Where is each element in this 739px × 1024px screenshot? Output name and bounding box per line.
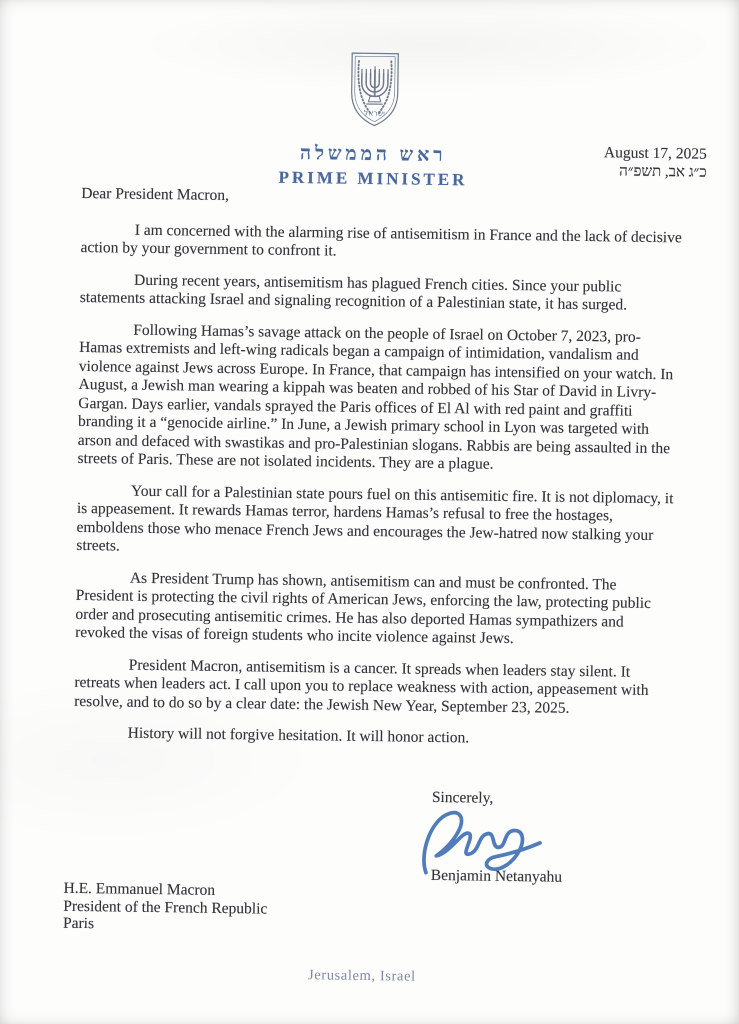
paragraph: Following Hamas’s savage attack on the people of Israel on October 7, 2023, pro-Hamas extremists and left-wing radicals began a campaign of intimidation, vandalism and violence against Jews across Europe. In France, that campaign has intensified on your watch. In August, a Jewish man wearing a kippah was beaten and robbed of his Star of David in Livry-Gargan. Days earlier, vandals sprayed the Paris offices of El Al with red paint and graffiti branding it a “genocide airline.” In June, a Jewish primary school in Lyon was targeted with arson and defaced with swastikas and pro-Palestinian slogans. Rabbis are being assaulted in the streets of Paris. These are not isolated incidents. They are a plague. <box>77 321 674 473</box>
date-gregorian: August 17, 2025 <box>603 144 708 163</box>
hebrew-title: ראש הממשלה <box>299 143 447 167</box>
handwritten-signature-icon <box>403 807 574 875</box>
letter-body <box>73 185 683 764</box>
paragraph: Your call for a Palestinian state pours fuel on this antisemitic fire. It is not diplomacy, it is appeasement. It rewards Hamas terror, hardens Hamas’s refusal to free the hostages, emboldens those who menace French Jews and encourages the Jew-hatred now stalking your streets. <box>76 482 674 555</box>
recipient-name: H.E. Emmanuel Macron <box>63 879 216 899</box>
salutation: Dear President Macron, <box>81 184 230 205</box>
paragraph: President Macron, antisemitism is a cancer. It spreads when leaders stay silent. It retreats when leaders act. I call upon you to replace weakness with action, appeasement with resolve, and to do so by a clear date: the Jewish New Year, September 23, 2025. <box>74 656 649 717</box>
date-hebrew: כ״ג אב, תשפ״ה <box>619 163 707 181</box>
date-block <box>604 143 707 182</box>
recipient-address <box>63 880 268 935</box>
paragraph: I am concerned with the alarming rise of antisemitism in France and the lack of decisive action by your government to confront it. <box>80 221 682 260</box>
closing: Sincerely, <box>431 788 494 807</box>
signer-name: Benjamin Netanyahu <box>430 866 563 886</box>
english-title: PRIME MINISTER <box>278 167 468 190</box>
paragraph: History will not forgive hesitation. It will honor action. <box>127 724 470 747</box>
svg-text:ישראל: ישראל <box>363 108 385 118</box>
footer-location: Jerusalem, Israel <box>307 967 416 985</box>
recipient-city: Paris <box>62 914 95 933</box>
paragraph: During recent years, antisemitism has plagued French cities. Since your public statements attacking Israel and signaling recognition of a Palestinian state, it has surged. <box>79 271 628 314</box>
recipient-title: President of the French Republic <box>63 897 268 918</box>
paragraph: As President Trump has shown, antisemitism can and must be confronted. The President is protecting the civil rights of American Jews, enforcing the law, protecting public order and prosecuting antisemitic crimes. He has also deported Hamas sympathizers and revoked the visas of foreign students who incite violence against Jews. <box>75 569 652 648</box>
israel-state-emblem-icon <box>330 47 419 139</box>
closing-block <box>431 789 574 887</box>
